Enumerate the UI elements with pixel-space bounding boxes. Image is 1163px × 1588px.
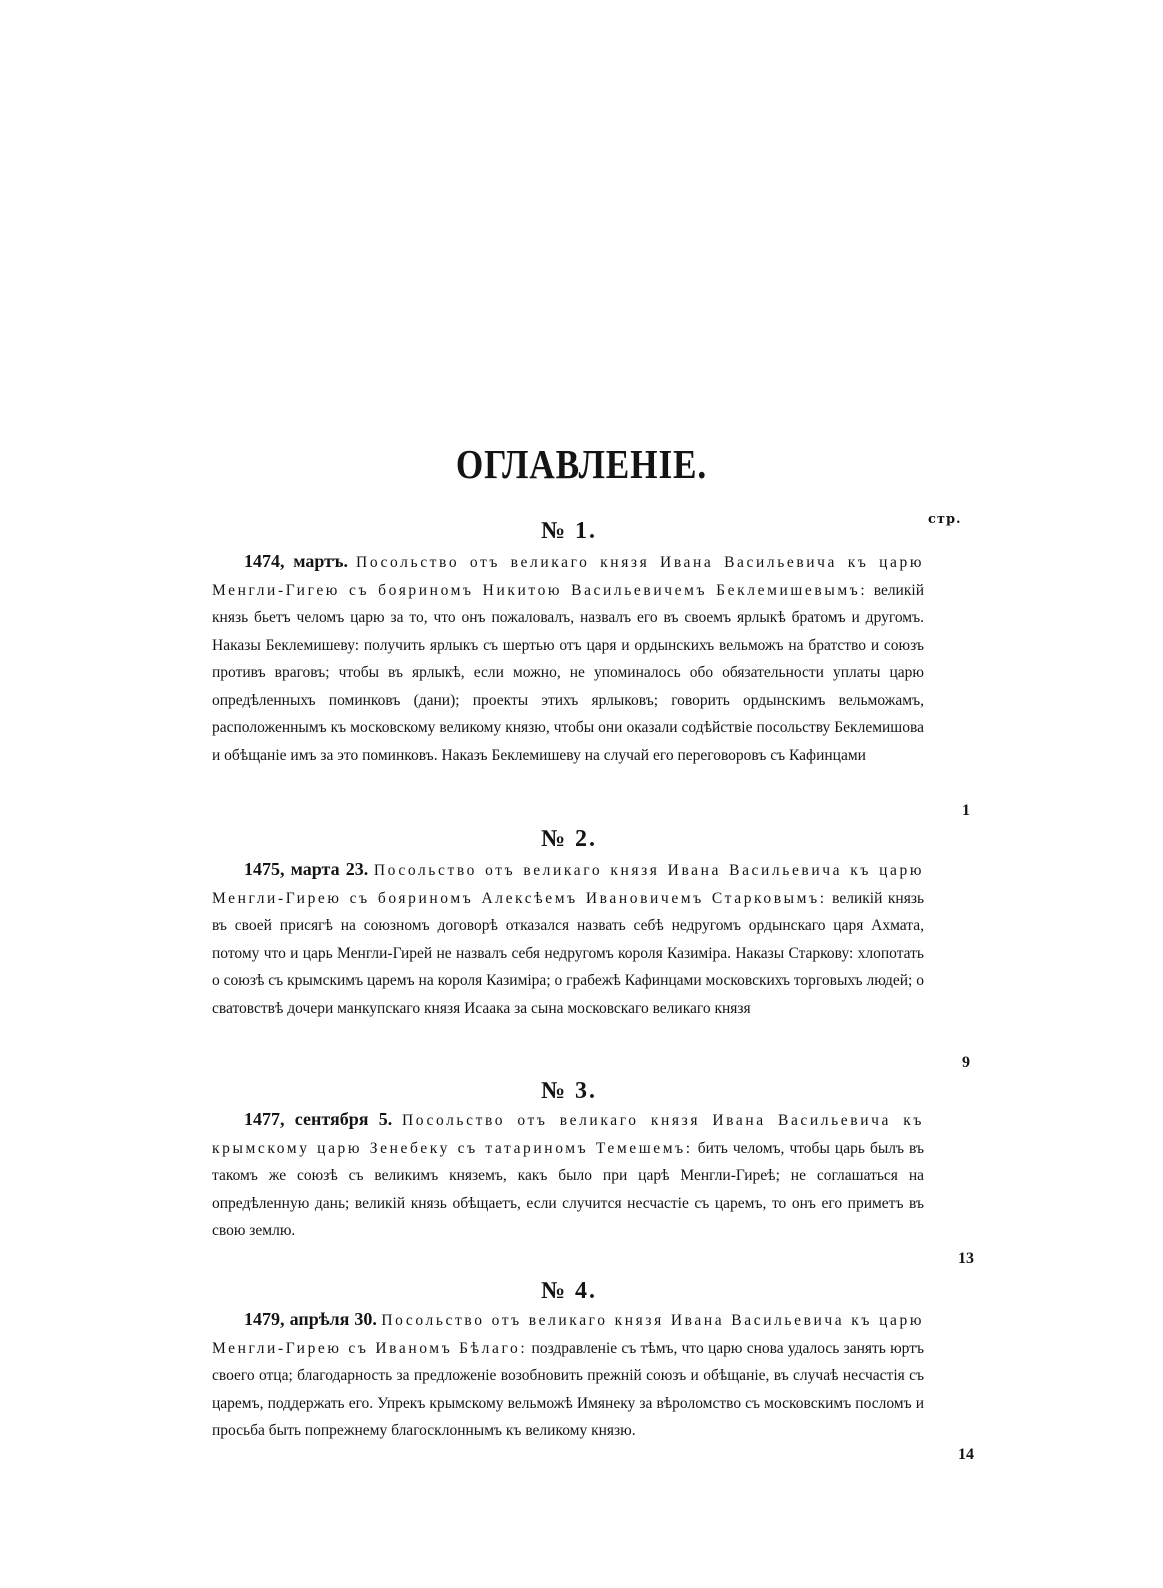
page-reference: 14 — [958, 1446, 974, 1463]
toc-entry — [212, 1106, 924, 1245]
entry-heading: Посольство отъ великаго князя Ивана Васильевича къ царю Менгли-Гирею съ Иваномъ Бѣлаго: — [212, 1312, 924, 1357]
entry-number: № 3. — [540, 1078, 598, 1104]
entry-number: № 4. — [540, 1278, 598, 1304]
toc-entry — [212, 856, 924, 1022]
page-reference: 13 — [958, 1250, 974, 1267]
entry-heading: Посольство отъ великаго князя Ивана Васильевича къ крымскому царю Зенебеку съ татариномъ Темешемъ: — [212, 1112, 924, 1157]
entry-number: № 2. — [540, 826, 598, 852]
page-reference: 1 — [962, 802, 970, 819]
entry-body: великій князь въ своей присягѣ на союзномъ договорѣ отказался назвать себѣ недругомъ ордынскаго царя Ахмата, потому что и царь Менгли-Гирей не назвалъ себя недругомъ короля Казиміра. Наказы Старкову: хлопотать о союзѣ съ крымскимъ царемъ на короля Казиміра; о грабежѣ Кафинцами московскихъ торговыхъ людей; о сватовствѣ дочери манкупскаго князя Исаака за сына московскаго великаго князя — [212, 889, 925, 1017]
page-title: ОГЛАВЛЕНІЕ. — [455, 441, 708, 487]
page-reference: 9 — [962, 1054, 970, 1071]
toc-entry — [212, 548, 924, 769]
entry-body: бить челомъ, чтобы царь былъ въ такомъ же союзѣ съ великимъ княземъ, какъ было при царѣ Менгли-Гиреѣ; не соглашаться на опредѣленную дань; великій князь обѣщаетъ, если случится несчастіе съ царемъ, то онъ его приметъ въ свою землю. — [212, 1139, 924, 1239]
entry-date: 1475, марта 23. — [244, 859, 369, 879]
entry-heading: Посольство отъ великаго князя Ивана Васильевича къ царю Менгли-Гирею съ бояриномъ Алексѣемъ Ивановичемъ Старковымъ: — [212, 862, 925, 907]
page-column-label: стр. — [928, 512, 962, 527]
entry-date: 1477, сентября 5. — [244, 1109, 393, 1129]
entry-number: № 1. — [540, 518, 598, 544]
entry-heading: Посольство отъ великаго князя Ивана Васильевича къ царю Менгли-Гигею съ бояриномъ Никитою Васильевичемъ Беклемишевымъ: — [212, 554, 925, 599]
entry-date: 1479, апрѣля 30. — [244, 1309, 377, 1329]
toc-entry — [212, 1306, 924, 1445]
entry-body: поздравленіе съ тѣмъ, что царю снова удалось занять юртъ своего отца; благодарность за предложеніе возобновить прежній союзъ и обѣщаніе, въ случаѣ несчастія съ царемъ, поддержать его. Упрекъ крымскому вельможѣ Имянеку за вѣроломство съ московскимъ посломъ и просьба быть попрежнему благосклоннымъ къ великому князю. — [212, 1339, 924, 1439]
entry-body: великій князь бьетъ челомъ царю за то, что онъ пожаловалъ, назвалъ его въ своемъ ярлыкѣ братомъ и другомъ. Наказы Беклемишеву: получить ярлыкъ съ шертью отъ царя и ордынскихъ вельможъ на братство и союзъ противъ враговъ; чтобы въ ярлыкѣ, если можно, не упоминалось обо обязательности уплаты царю опредѣленныхъ поминковъ (дани); проекты этихъ ярлыковъ; говорить ордынскимъ вельможамъ, расположеннымъ къ московскому великому князю, чтобы они оказали содѣйствіе посольству Беклемишова и обѣщаніе имъ за это поминковъ. Наказъ Беклемишеву на случай его переговоровъ съ Кафинцами — [212, 581, 924, 764]
entry-date: 1474, мартъ. — [244, 551, 348, 571]
